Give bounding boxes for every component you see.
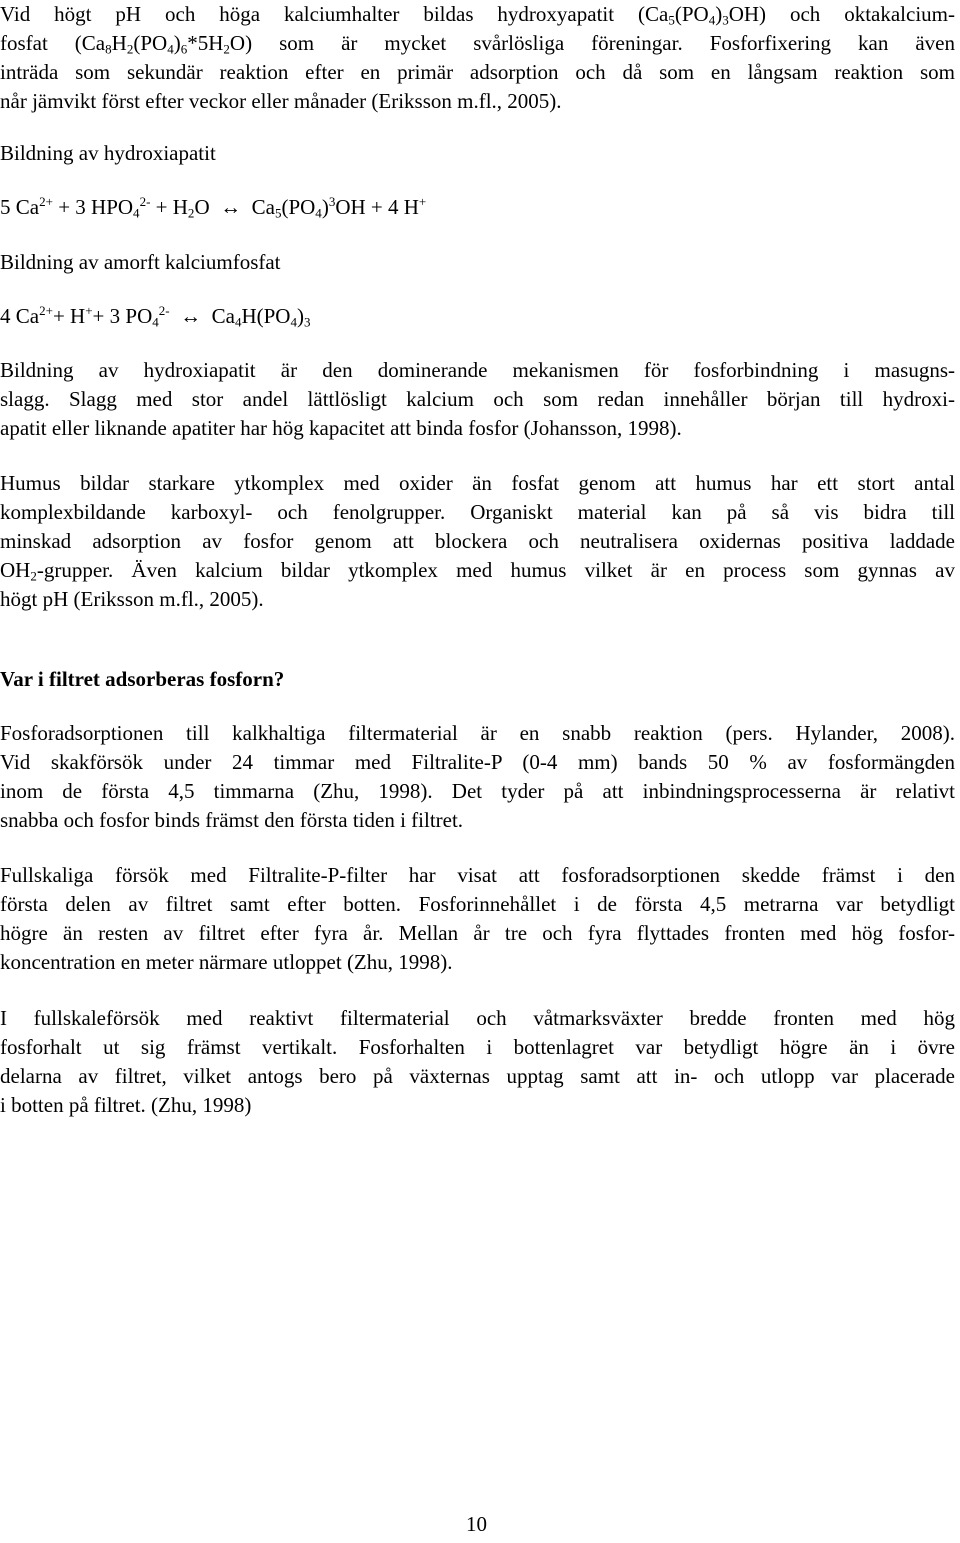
paragraph-full-scale-wetland (0, 1004, 955, 1120)
text-line: Fosforadsorptionen till kalkhaltiga filtermaterial är en snabb reaktion (pers. Hylander, 2008). (0, 721, 955, 745)
section-heading: Var i filtret adsorberas fosforn? (0, 667, 285, 691)
text-line: minskad adsorption av fosfor genom att blockera och neutralisera oxidernas positiva laddade (0, 529, 955, 553)
text-line: snabba och fosfor binds främst den första tiden i filtret. (0, 808, 464, 832)
text-line: Fullskaliga försök med Filtralite-P-filter har visat att fosforadsorptionen skedde främst i den (0, 863, 955, 887)
text-line: apatit eller liknande apatiter har hög kapacitet att binda fosfor (Johansson, 1998). (0, 416, 682, 440)
equilibrium-arrow-icon: ↔ (220, 195, 242, 219)
equation-hydroxyapatite: 5 $Ca^{2+} + 3$ $HPO_4^{2-} + H_2O$ ↔ $Ca_5(PO_4)^3OH + 4$ H+ (0, 194, 427, 221)
text-line: Bildning av hydroxiapatit är den dominerande mekanismen för fosforbindning i masugns- (0, 358, 955, 382)
text-line: delarna av filtret, vilket antogs bero på växternas upptag samt att in- och utlopp var placerade (0, 1064, 955, 1088)
text-line: Vid skakförsök under 24 timmar med Filtralite-P (0-4 mm) bands 50 % av fosformängden (0, 750, 955, 774)
text-line: I fullskaleförsök med reaktivt filtermaterial och våtmarksväxter bredde fronten med hög (0, 1006, 955, 1030)
equation-label-amorphous: Bildning av amorft kalciumfosfat (0, 250, 281, 274)
text-line: fosforhalt ut sig främst vertikalt. Fosforhalten i bottenlagret var betydligt högre än i övre (0, 1035, 955, 1059)
text-line: inträda som sekundär reaktion efter en primär adsorption och då som en långsam reaktion som (0, 60, 955, 84)
text-line: slagg. Slagg med stor andel lättlösligt kalcium och som redan innehåller början till hydroxi- (0, 387, 955, 411)
text-line: inom de första 4,5 timmarna (Zhu, 1998). Det tyder på att inbindningsprocesserna är relativt (0, 779, 955, 803)
text-line: högre än resten av filtret efter fyra år. Mellan år tre och fyra flyttades fronten med hög fosfor- (0, 921, 955, 945)
text-line: första delen av filtret samt efter botten. Fosforinnehållet i de första 4,5 metrarna var betydligt (0, 892, 955, 916)
equation-amorphous-calcium-phosphate: 4 $Ca^{2+}+ H^++ 3$ $PO_4^{2-}$ ↔ $Ca_4H(PO_4)_3$ (0, 303, 311, 330)
text-line: koncentration en meter närmare utloppet (Zhu, 1998). (0, 950, 453, 974)
text-line: når jämvikt först efter veckor eller månader (Eriksson m.fl., 2005). (0, 89, 562, 113)
text-line: Humus bildar starkare ytkomplex med oxider än fosfat genom att humus har ett stort antal (0, 471, 955, 495)
text-line: komplexbildande karboxyl- och fenolgrupper. Organiskt material kan på så vis bidra till (0, 500, 955, 524)
equation-label-hydroxyapatite: Bildning av hydroxiapatit (0, 141, 216, 165)
paragraph-adsorption-speed (0, 719, 955, 835)
text-line: fosfat $(Ca_8H_2(PO_4)_6*5H_2O)$ som är mycket svårlösliga föreningar. Fosforfixering kan även (0, 31, 955, 57)
page-number: 10 (466, 1512, 487, 1536)
paragraph-full-scale-filtralite (0, 861, 955, 977)
equilibrium-arrow-icon: ↔ (180, 304, 202, 328)
text-line: högt pH (Eriksson m.fl., 2005). (0, 587, 264, 611)
text-line: $OH_2$-grupper. Även kalcium bildar ytkomplex med humus vilket är en process som gynnas av (0, 558, 955, 584)
text-line: i botten på filtret. (Zhu, 1998) (0, 1093, 252, 1117)
text-line: Vid högt pH och höga kalciumhalter bildas hydroxyapatit $(Ca_5(PO_4)_3OH)$ och oktakalcium- (0, 2, 956, 28)
paragraph-humus (0, 469, 955, 614)
paragraph-calcium-phosphates (0, 0, 955, 116)
paragraph-blast-furnace-slag (0, 356, 955, 443)
